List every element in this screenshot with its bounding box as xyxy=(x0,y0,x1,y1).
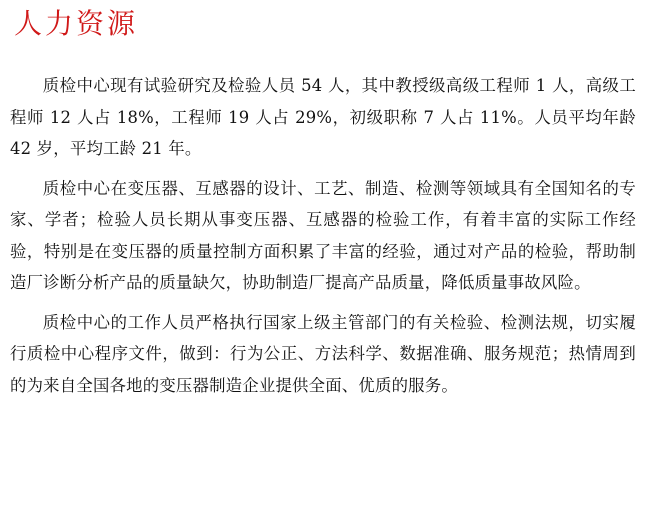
paragraph-service-principles: 质检中心的工作人员严格执行国家上级主管部门的有关检验、检测法规，切实履行质检中心程序文件，做到：行为公正、方法科学、数据准确、服务规范；热情周到的为来自全国各地的变压器制造企业提供全面、优质的服务。 xyxy=(10,312,636,395)
paragraph-staff-statistics: 质检中心现有试验研究及检验人员 54 人，其中教授级高级工程师 1 人，高级工程师 12 人占 18%，工程师 19 人占 29%，初级职称 7 人占 11%。人员平均年龄 42 岁，平均工龄 21 年。 xyxy=(10,76,636,158)
page-title: 人力资源 xyxy=(14,7,139,40)
document-body xyxy=(10,70,636,409)
paragraph-expertise: 质检中心在变压器、互感器的设计、工艺、制造、检测等领域具有全国知名的专家、学者；检验人员长期从事变压器、互感器的检验工作，有着丰富的实际工作经验，特别是在变压器的质量控制方面积累了丰富的经验，通过对产品的检验，帮助制造厂诊断分析产品的质量缺欠，协助制造厂提高产品质量，降低质量事故风险。 xyxy=(10,178,636,292)
